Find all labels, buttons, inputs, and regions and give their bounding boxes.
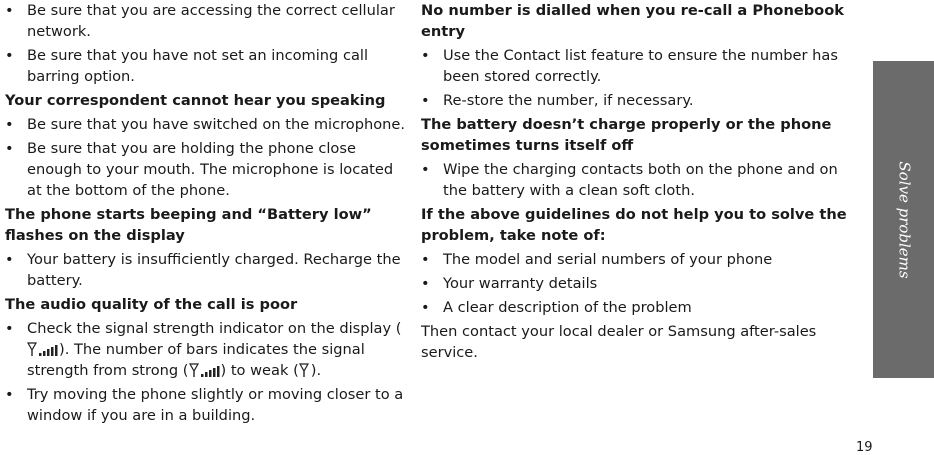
signal-text-2: ). The number of bars indicates the signal strength from strong ( <box>27 341 365 379</box>
section-list <box>421 249 858 318</box>
list-item: • Be sure that you have switched on the microphone. <box>5 114 407 135</box>
signal-strength-icon <box>27 341 59 357</box>
signal-text-3: ) to weak ( <box>220 362 299 379</box>
list-item: • Be sure that you are holding the phone close enough to your mouth. The microphone is located at the bottom of the phone. <box>5 138 407 201</box>
right-column <box>421 0 858 366</box>
chapter-side-tab <box>873 61 934 378</box>
section-heading: The audio quality of the call is poor <box>5 296 298 313</box>
section-list <box>5 114 407 201</box>
left-column <box>5 0 407 429</box>
list-item: • Be sure that you have not set an incoming call barring option. <box>5 45 407 87</box>
list-item: • Your battery is insufficiently charged. Recharge the battery. <box>5 249 407 291</box>
intro-list <box>5 0 407 87</box>
list-item: • The model and serial numbers of your phone <box>421 249 858 270</box>
list-item: • Re-store the number, if necessary. <box>421 90 858 111</box>
section-heading: The phone starts beeping and “Battery low” flashes on the display <box>5 206 372 244</box>
section-heading: Your correspondent cannot hear you speaking <box>5 92 386 109</box>
section-list <box>421 45 858 111</box>
list-item: • Your warranty details <box>421 273 858 294</box>
closing-text: Then contact your local dealer or Samsung after-sales service. <box>421 323 817 361</box>
section-list <box>5 249 407 291</box>
section-list <box>5 318 407 426</box>
list-item: • A clear description of the problem <box>421 297 858 318</box>
section-heading: No number is dialled when you re-call a Phonebook entry <box>421 2 844 40</box>
signal-strong-icon <box>189 362 221 378</box>
section-list <box>421 159 858 201</box>
list-item: • Try moving the phone slightly or moving closer to a window if you are in a building. <box>5 384 407 426</box>
section-heading: The battery doesn’t charge properly or the phone sometimes turns itself off <box>421 116 832 154</box>
signal-text-4: ). <box>310 362 322 379</box>
list-item-signal <box>5 318 407 381</box>
list-item: • Use the Contact list feature to ensure the number has been stored correctly. <box>421 45 858 87</box>
chapter-tab-label: Solve problems <box>895 160 913 279</box>
list-item: • Be sure that you are accessing the correct cellular network. <box>5 0 407 42</box>
signal-text-1: Check the signal strength indicator on the display ( <box>27 320 402 337</box>
signal-weak-icon <box>299 362 311 378</box>
section-heading: If the above guidelines do not help you to solve the problem, take note of: <box>421 206 847 244</box>
page-number: 19 <box>856 440 873 455</box>
list-item: • Wipe the charging contacts both on the phone and on the battery with a clean soft cloth. <box>421 159 858 201</box>
